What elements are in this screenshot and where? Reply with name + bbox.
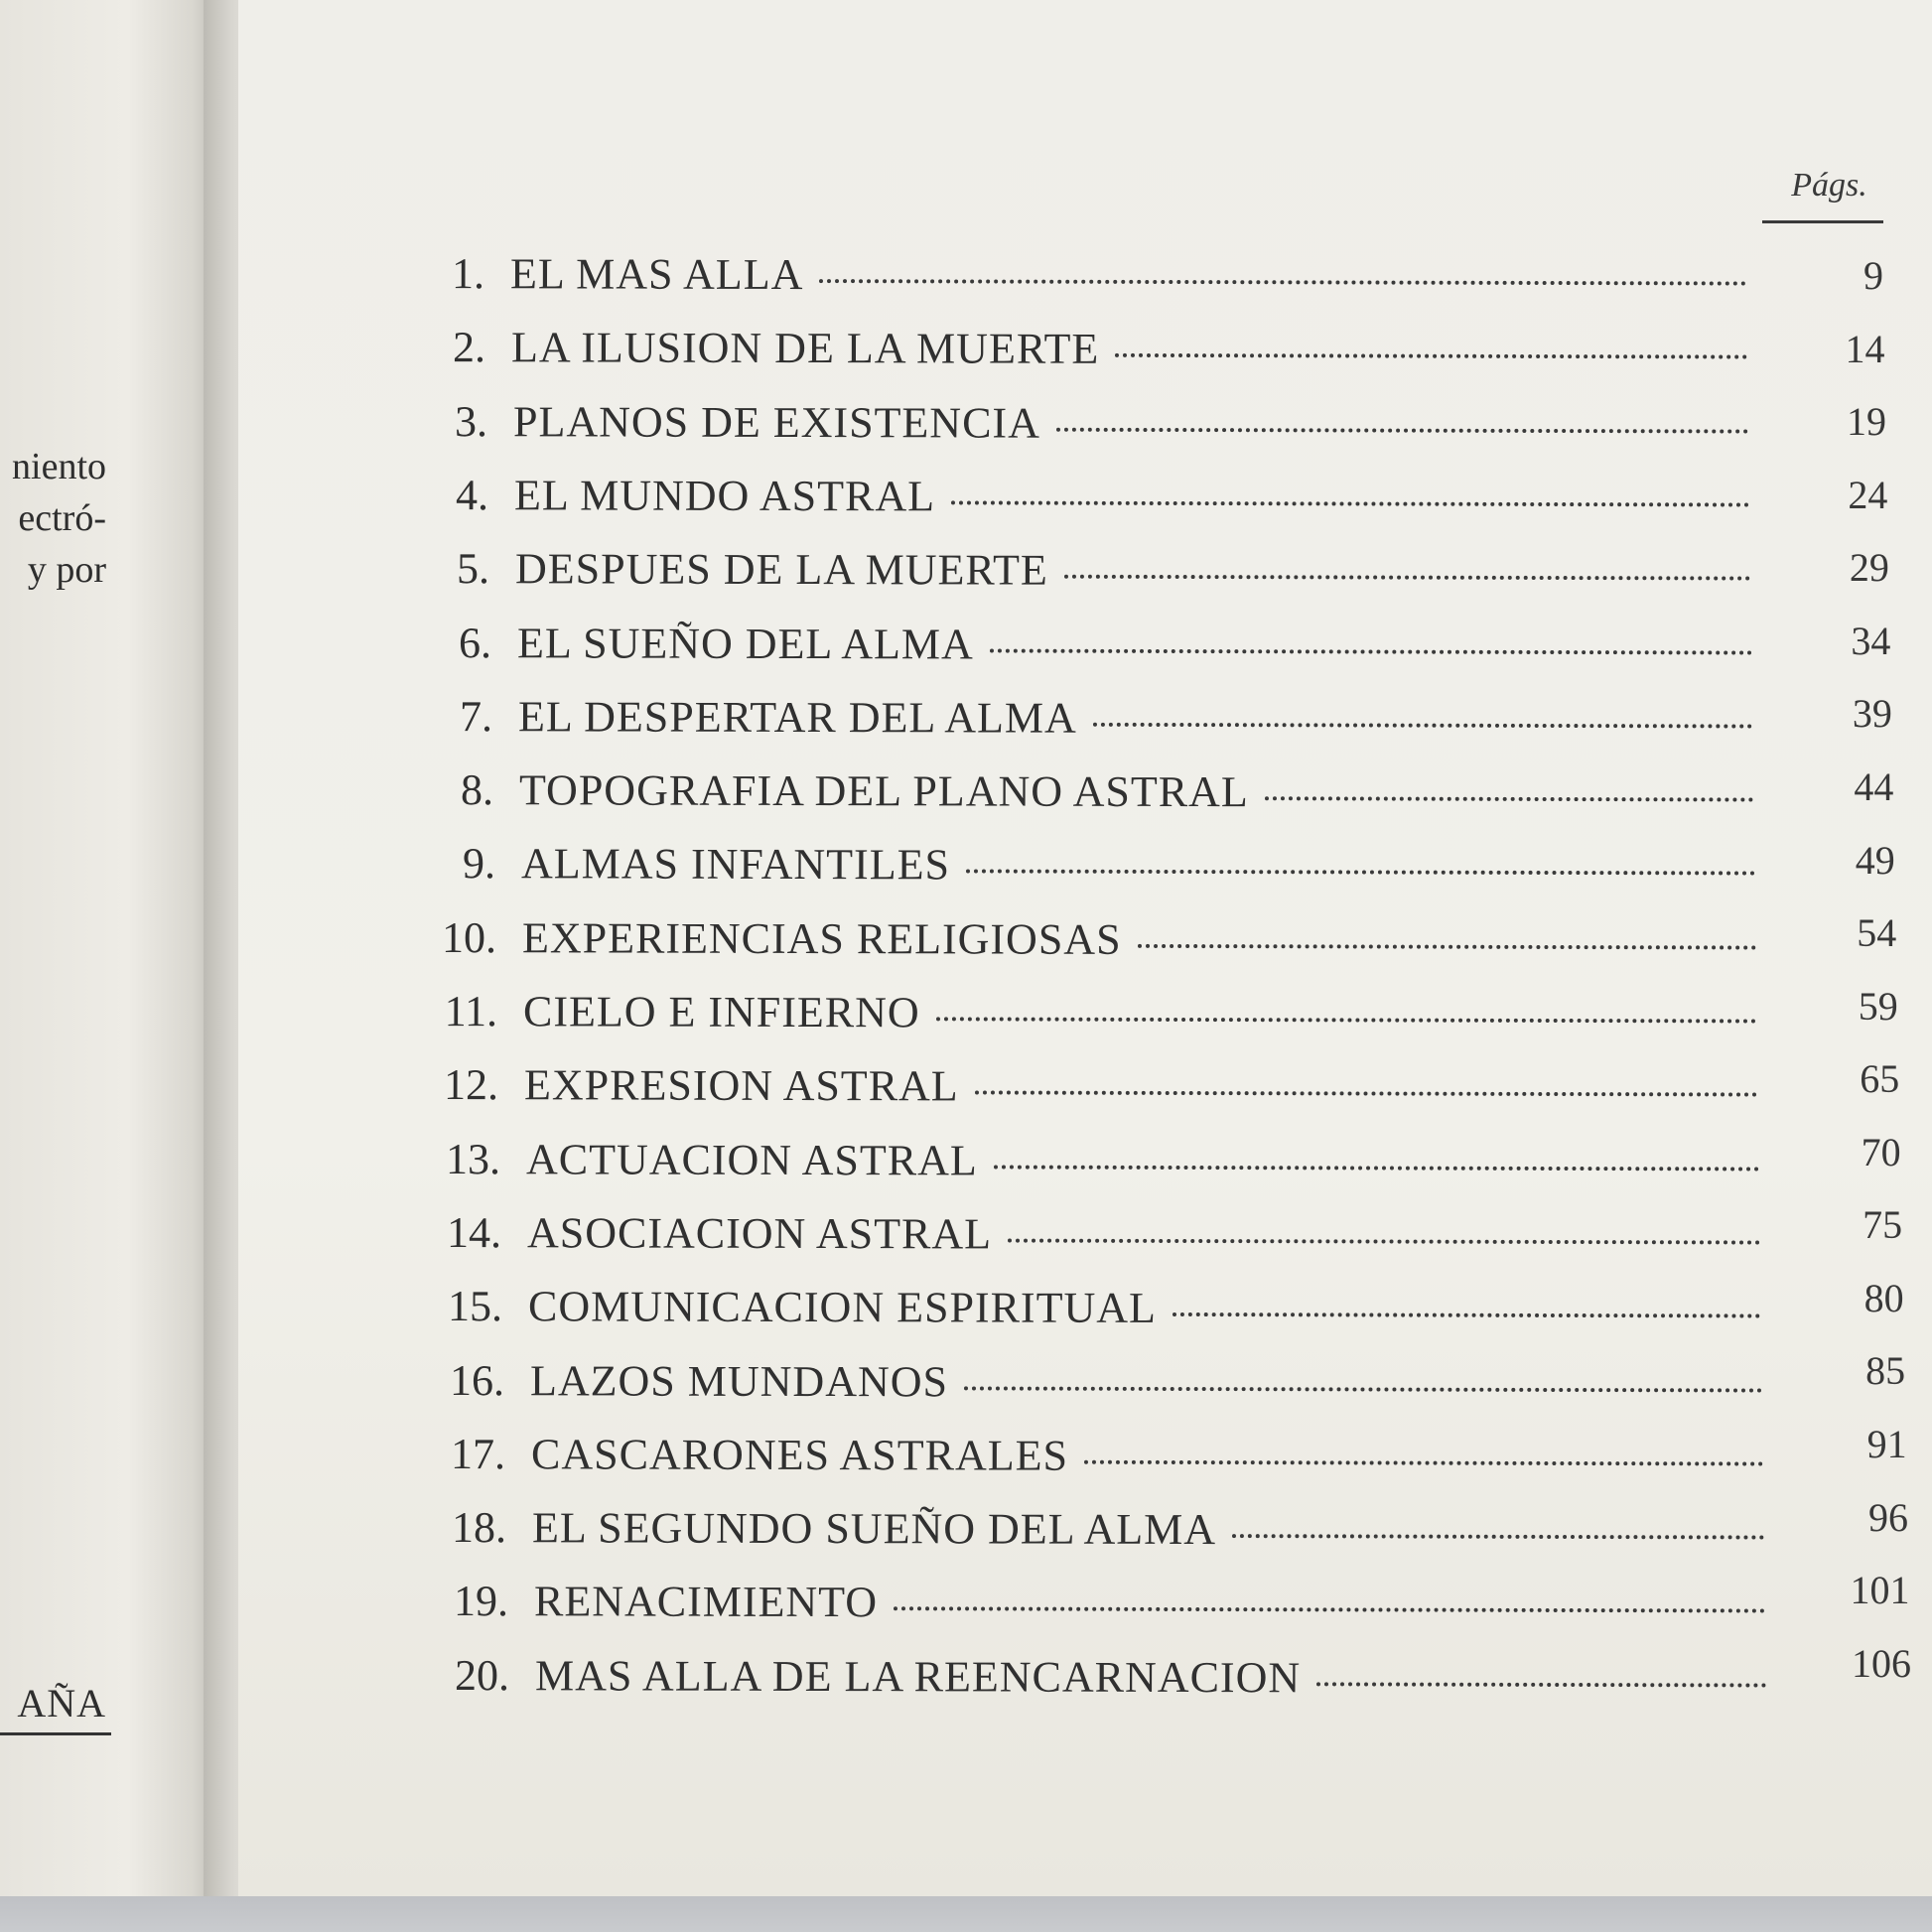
toc-dot-leader: [819, 279, 1746, 285]
toc-entry-title: LA ILUSION DE LA MUERTE: [511, 323, 1100, 374]
toc-entry-number: 12.: [444, 1060, 499, 1110]
toc-entry: [427, 1355, 1778, 1419]
toc-entry-title: EL MAS ALLA: [509, 249, 804, 300]
toc-entry: [413, 618, 1767, 681]
toc-entry-title: LAZOS MUNDANOS: [529, 1355, 948, 1406]
toc-entry-title: RENACIMIENTO: [533, 1577, 878, 1627]
toc-dot-leader: [989, 648, 1751, 654]
toc-entry: [431, 1576, 1781, 1639]
toc-entry: [411, 470, 1765, 533]
toc-entry-page: 44: [1854, 763, 1894, 809]
toc-dot-leader: [965, 870, 1754, 876]
toc-dot-leader: [1316, 1682, 1766, 1687]
toc-entry: [425, 1281, 1776, 1344]
left-page-text-fragment: AÑA: [17, 1681, 106, 1725]
toc-dot-leader: [894, 1607, 1765, 1613]
toc-entry-title: COMUNICACION ESPIRITUAL: [528, 1282, 1158, 1333]
toc-entry-page: 101: [1850, 1568, 1910, 1613]
toc-dot-leader: [936, 1017, 1757, 1023]
toc-entry-page: 24: [1848, 472, 1888, 517]
toc-entry: [407, 248, 1762, 312]
toc-entry: [416, 764, 1769, 828]
toc-entry-number: 9.: [462, 839, 495, 889]
toc-dot-leader: [1056, 427, 1749, 433]
toc-entry-title: MAS ALLA DE LA REENCARNACION: [534, 1650, 1302, 1702]
toc-dot-leader: [951, 500, 1749, 506]
toc-entry: [424, 1207, 1776, 1271]
toc-dot-leader: [1232, 1534, 1763, 1539]
toc-entry: [419, 912, 1772, 976]
toc-entry-page: 9: [1863, 253, 1883, 298]
toc-entry-page: 85: [1865, 1348, 1906, 1394]
toc-entry-page: 34: [1851, 618, 1891, 663]
toc-dot-leader: [1093, 723, 1753, 729]
toc-entry-title: CIELO E INFIERNO: [523, 987, 920, 1037]
toc-entry: [415, 691, 1769, 755]
toc-entry-page: 91: [1866, 1422, 1907, 1466]
toc-entry-page: 39: [1852, 691, 1892, 737]
toc-entry-number: 5.: [457, 544, 490, 594]
toc-entry-number: 15.: [448, 1282, 503, 1331]
toc-entry-number: 14.: [447, 1207, 502, 1258]
toc-entry-title: TOPOGRAFIA DEL PLANO ASTRAL: [519, 765, 1250, 817]
toc-dot-leader: [994, 1165, 1759, 1171]
toc-entry-title: DESPUES DE LA MUERTE: [515, 544, 1049, 595]
left-page-text-fragment: y por: [27, 549, 106, 591]
toc-entry-page: 29: [1849, 545, 1889, 591]
toc-entry-number: 18.: [452, 1503, 507, 1553]
toc-entry-number: 1.: [451, 249, 485, 299]
toc-entry-number: 8.: [461, 765, 494, 815]
toc-entry-title: EL SEGUNDO SUEÑO DEL ALMA: [532, 1503, 1217, 1555]
toc-entry-page: 49: [1855, 837, 1895, 883]
toc-dot-leader: [1008, 1238, 1760, 1244]
left-page-text-fragment: niento: [12, 446, 106, 487]
toc-entry-number: 17.: [450, 1429, 506, 1479]
toc-entry: [421, 1059, 1773, 1123]
toc-entry-title: CASCARONES ASTRALES: [530, 1430, 1069, 1480]
toc-entry-title: ALMAS INFANTILES: [520, 839, 950, 890]
toc-entry-page: 96: [1868, 1494, 1909, 1540]
toc-entry: [408, 322, 1763, 385]
toc-entry-number: 13.: [445, 1134, 500, 1183]
toc-entry-number: 11.: [444, 987, 498, 1036]
page-column-header: Págs.: [1791, 167, 1867, 204]
toc-entry-number: 20.: [454, 1650, 510, 1700]
toc-dot-leader: [1116, 353, 1747, 359]
toc-entry-title: ACTUACION ASTRAL: [525, 1134, 978, 1185]
toc-entry-number: 19.: [453, 1577, 508, 1626]
toc-entry: [432, 1650, 1782, 1714]
toc-entry-number: 6.: [458, 618, 491, 667]
toc-entry: [412, 543, 1766, 607]
toc-entry-page: 14: [1845, 326, 1885, 371]
toc-entry-title: EXPRESION ASTRAL: [524, 1060, 960, 1111]
toc-entry-page: 75: [1863, 1202, 1903, 1248]
toc-dot-leader: [1084, 1460, 1763, 1466]
toc-entry-page: 70: [1861, 1129, 1901, 1174]
toc-entry: [410, 396, 1765, 460]
toc-dot-leader: [1064, 575, 1750, 581]
toc-entry-title: EL DESPERTAR DEL ALMA: [517, 692, 1077, 743]
toc-entry: [428, 1429, 1779, 1492]
toc-dot-leader: [964, 1386, 1762, 1392]
toc-entry: [423, 1134, 1775, 1197]
toc-entry-number: 10.: [441, 912, 496, 962]
toc-dot-leader: [1265, 796, 1753, 801]
toc-entry-number: 4.: [455, 471, 489, 520]
toc-entry-number: 16.: [449, 1355, 504, 1405]
toc-entry-page: 65: [1860, 1056, 1900, 1102]
toc-entry-page: 59: [1858, 983, 1898, 1029]
toc-entry-title: EL SUEÑO DEL ALMA: [516, 618, 974, 668]
toc-entry-page: 54: [1857, 910, 1897, 956]
toc-entry-title: PLANOS DE EXISTENCIA: [512, 396, 1040, 448]
toc-entry-title: EL MUNDO ASTRAL: [513, 471, 936, 521]
toc-entry-title: EXPERIENCIAS RELIGIOSAS: [521, 912, 1122, 964]
toc-entry: [429, 1502, 1780, 1566]
toc-entry-page: 19: [1846, 399, 1886, 445]
toc-entry-page: 106: [1852, 1640, 1911, 1686]
toc-entry-title: ASOCIACION ASTRAL: [527, 1208, 993, 1259]
toc-dot-leader: [1173, 1312, 1760, 1318]
toc-dot-leader: [1137, 944, 1755, 950]
toc-entry-number: 2.: [453, 323, 486, 372]
toc-entry: [417, 838, 1770, 901]
toc-dot-leader: [975, 1091, 1757, 1097]
toc-entry-page: 80: [1863, 1275, 1904, 1320]
toc-entry-number: 3.: [454, 396, 487, 446]
toc-entry: [420, 986, 1773, 1049]
toc-entry-number: 7.: [459, 691, 492, 742]
left-page-text-fragment: ectró-: [18, 497, 106, 539]
